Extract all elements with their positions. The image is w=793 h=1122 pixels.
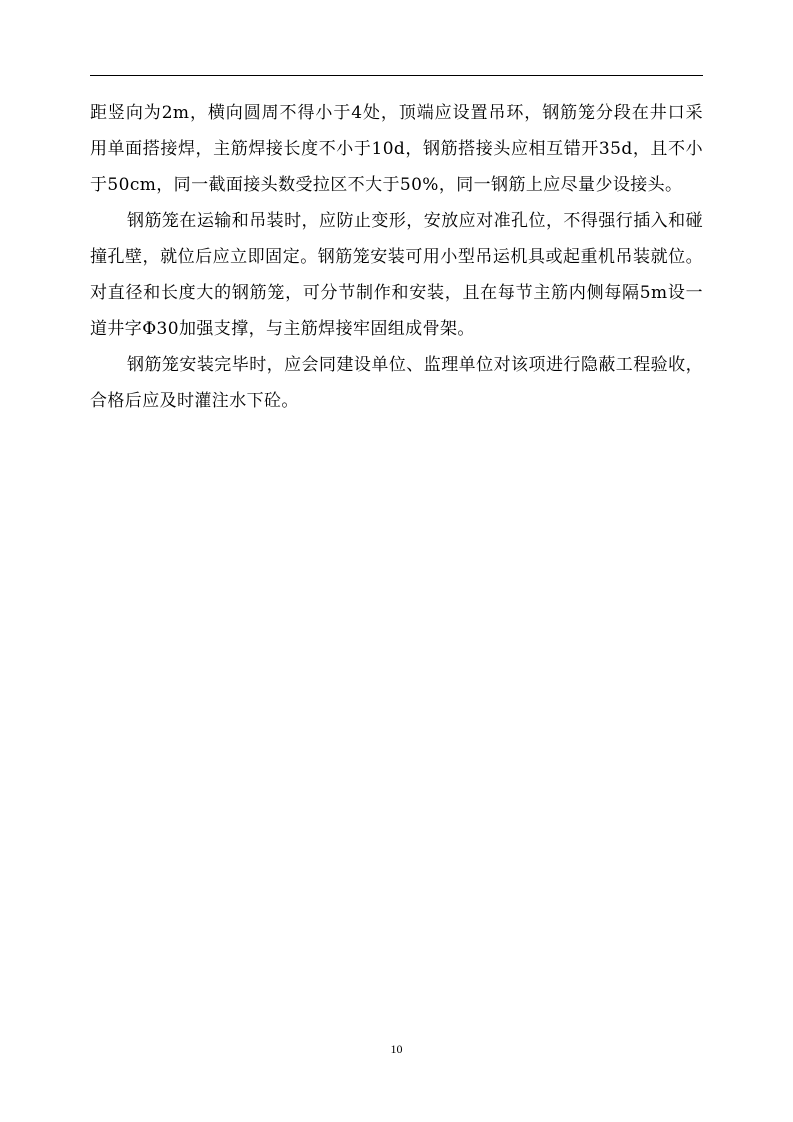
paragraph-cage-transport: 钢筋笼在运输和吊装时，应防止变形，安放应对准孔位，不得强行插入和碰撞孔壁，就位后应立即固定。钢筋笼安装可用小型吊运机具或起重机吊装就位。对直径和长度大的钢筋笼，可分节制作和安装，且在每节主筋内侧每隔5m设一道井字Φ30加强支撑，与主筋焊接牢固组成骨架。 (90, 211, 703, 339)
page-number: 10 (390, 1042, 403, 1056)
paragraph-continuation: 距竖向为2m，横向圆周不得小于4处，顶端应设置吊环，钢筋笼分段在井口采用单面搭接焊，主筋焊接长度不小于10d，钢筋搭接头应相互错开35d，且不小于50cm，同一截面接头数受拉区不大于50%，同一钢筋上应尽量少设接头。 (90, 103, 703, 195)
paragraph-cage-inspection: 钢筋笼安装完毕时，应会同建设单位、监理单位对该项进行隐蔽工程验收，合格后应及时灌注水下砼。 (90, 355, 703, 411)
document-body (90, 95, 703, 419)
header-rule (90, 75, 703, 76)
